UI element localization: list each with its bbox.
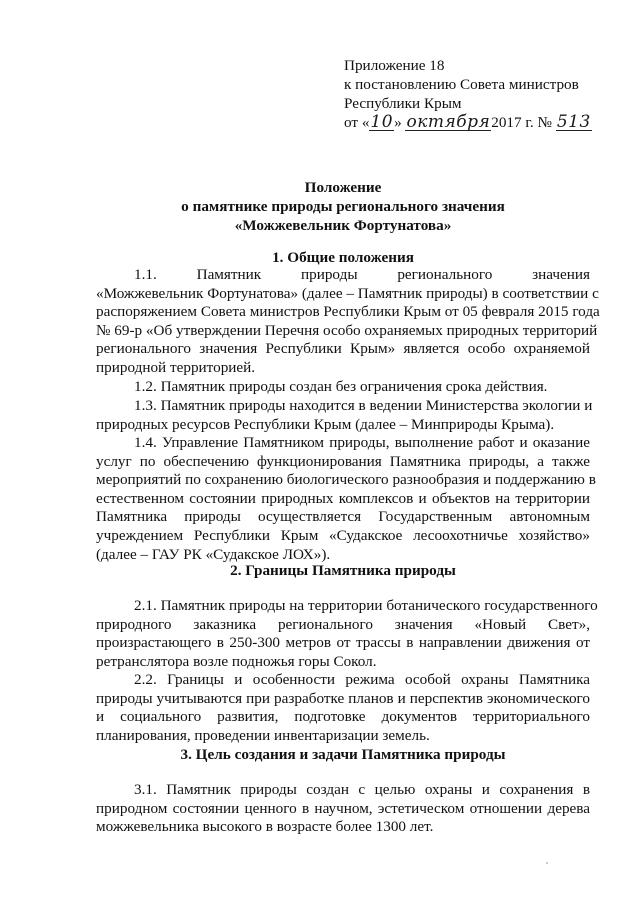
paragraph-2-1: 2.1. Памятник природы на территории ботанического государственного природного заказника регионального значения «Новый Свет», произрастающего в 250-300 метров от трассы в направлении движения от ретранслятора возле подножья горы Сокол.: [96, 597, 598, 670]
document-title: [96, 178, 590, 235]
paragraph-3-1: 3.1. Памятник природы создан с целью охраны и сохранения в природном состоянии ценного в научном, эстетическом отношении дерева можжевельника высокого в возрасте более 1300 лет.: [96, 781, 590, 836]
document-number-handwritten: 513: [556, 112, 591, 132]
date-day-handwritten: 10: [370, 112, 394, 132]
date-month-handwritten: октября: [406, 112, 491, 132]
attachment-date-line: [344, 113, 592, 132]
title-line-2: о памятнике природы регионального значения: [181, 198, 505, 215]
paragraph-1-3: 1.3. Памятник природы находится в ведении Министерства экологии и природных ресурсов Республики Крым (далее – Минприроды Крыма).: [96, 397, 593, 433]
section-1-heading: 1. Общие положения: [272, 249, 414, 266]
date-prefix: от «: [344, 114, 370, 131]
section-3-heading: 3. Цель создания и задачи Памятника природы: [180, 746, 506, 763]
attachment-number: Приложение 18: [344, 57, 445, 74]
paragraph-1-1: 1.1. Памятник природы регионального значения «Можжевельник Фортунатова» (далее – Памятник природы) в соответствии с распоряжением Совета министров Республики Крым от 05 февраля 2015 года № 69-р «Об утверждении Перечня особо охраняемых природных территорий регионального значения Республики Крым» является особо охраняемой природной территорией.: [96, 266, 600, 376]
scan-speck: [546, 862, 548, 864]
attachment-resolution: к постановлению Совета министров: [344, 76, 579, 93]
title-line-3: «Можжевельник Фортунатова»: [234, 217, 452, 234]
section-2-heading: 2. Границы Памятника природы: [230, 562, 456, 579]
date-mid: »: [394, 114, 406, 131]
date-year: 2017 г. №: [491, 114, 553, 131]
paragraph-1-2: 1.2. Памятник природы создан без ограничения срока действия.: [134, 378, 548, 395]
paragraph-2-2: 2.2. Границы и особенности режима особой охраны Памятника природы учитываются при разработке планов и перспектив экономического и социального развития, подготовке документов территориального планирования, проведении инвентаризации земель.: [96, 671, 590, 744]
attachment-block: [344, 56, 592, 132]
attachment-republic: Республики Крым: [344, 95, 462, 112]
title-line-1: Положение: [304, 179, 382, 196]
paragraph-1-4: 1.4. Управление Памятником природы, выполнение работ и оказание услуг по обеспечению функционирования Памятника природы, а также мероприятий по сохранению биологического разнообразия и поддержанию в естественном состоянии природных комплексов и объектов на территории Памятника природы осуществляется Государственным автономным учреждением Республики Крым «Судакское лесоохотничье хозяйство» (далее – ГАУ РК «Судакское ЛОХ»).: [96, 434, 596, 563]
